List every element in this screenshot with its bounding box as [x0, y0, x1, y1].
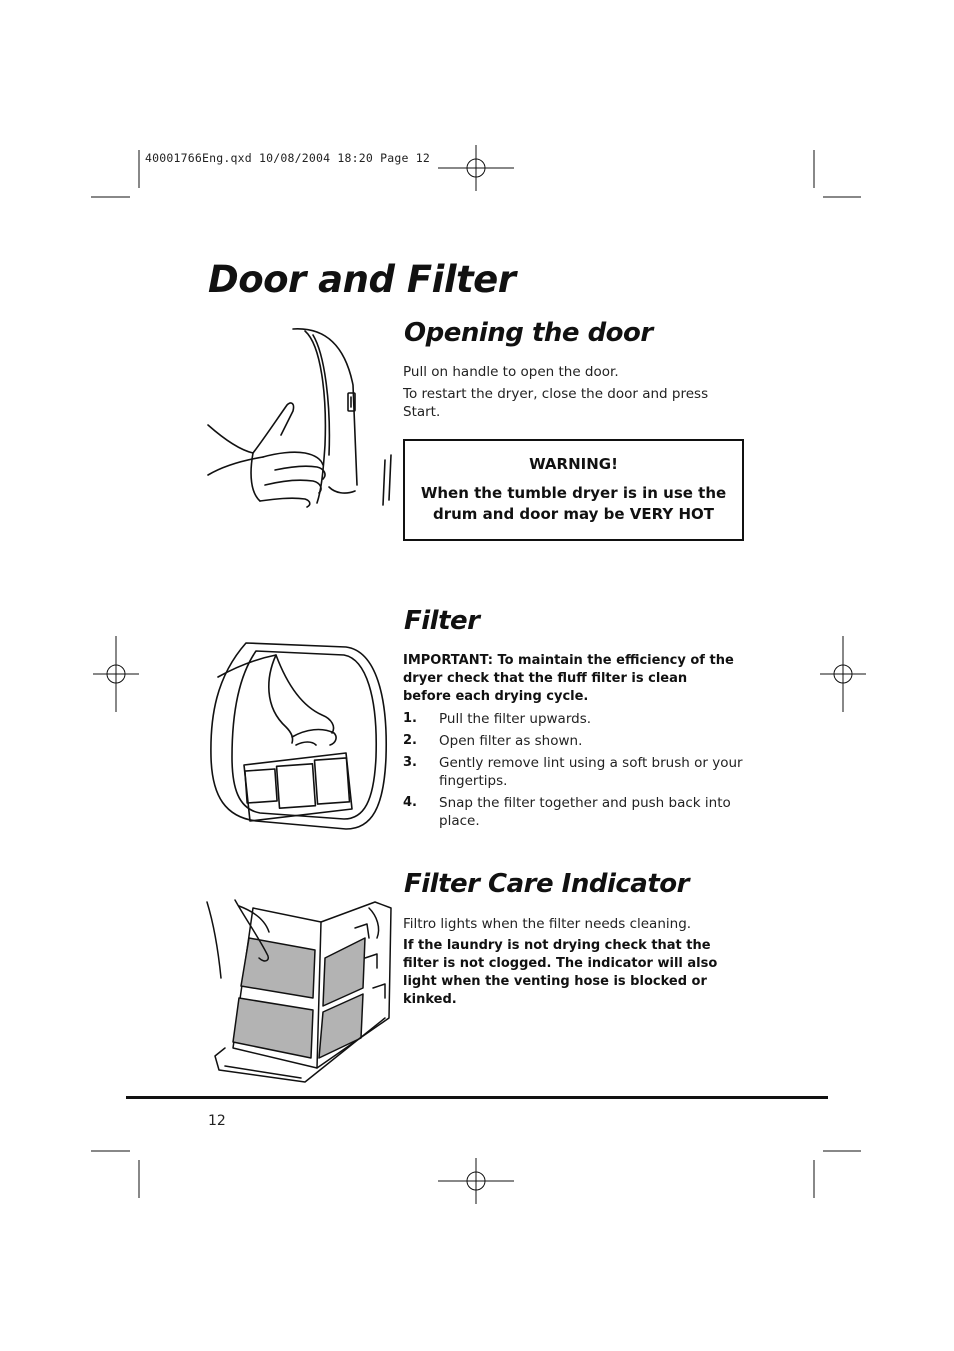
filter-step [403, 710, 743, 728]
section-heading-filter: Filter [404, 606, 480, 636]
filter-care-illustration [205, 898, 395, 1084]
step-text: Pull the filter upwards. [439, 711, 592, 727]
step-text: Snap the filter together and push back into place. [439, 795, 731, 829]
step-number: 4. [403, 795, 417, 810]
filter-step [403, 794, 743, 830]
filter-important-note: IMPORTANT: To maintain the efficiency of the dryer check that the fluff filter is clean before each drying cycle. [403, 653, 734, 704]
filter-step [403, 754, 743, 790]
warning-text: When the tumble dryer is in use the drum and door may be VERY HOT [420, 484, 727, 523]
filter-step [403, 732, 743, 750]
page-number: 12 [208, 1113, 226, 1129]
step-text: Gently remove lint using a soft brush or your fingertips. [439, 755, 743, 789]
section-heading-opening-door: Opening the door [404, 318, 653, 348]
footer-rule [126, 1096, 828, 1099]
step-text: Open filter as shown. [439, 733, 583, 749]
door-instruction-1: Pull on handle to open the door. [403, 364, 619, 380]
warning-title: WARNING! [529, 455, 618, 473]
section-heading-filter-care: Filter Care Indicator [404, 869, 689, 899]
registration-mark-bottom [438, 1158, 514, 1204]
registration-mark-top [438, 145, 514, 191]
filter-care-line: Filtro lights when the filter needs cleaning. [403, 916, 692, 932]
registration-mark-right [820, 636, 866, 712]
filter-steps-list [403, 710, 743, 834]
step-number: 1. [403, 711, 417, 726]
door-instruction-2: To restart the dryer, close the door and press Start. [403, 386, 709, 420]
door-illustration [205, 325, 395, 510]
page-title: Door and Filter [208, 258, 516, 301]
step-number: 2. [403, 733, 417, 748]
filter-care-bold-note: If the laundry is not drying check that the filter is not clogged. The indicator will also light when the venting hose is blocked or kinked. [403, 938, 718, 1007]
print-slug: 40001766Eng.qxd 10/08/2004 18:20 Page 12 [145, 151, 430, 165]
warning-box [403, 439, 744, 541]
step-number: 3. [403, 755, 417, 770]
registration-mark-left [93, 636, 139, 712]
filter-illustration [206, 637, 392, 833]
